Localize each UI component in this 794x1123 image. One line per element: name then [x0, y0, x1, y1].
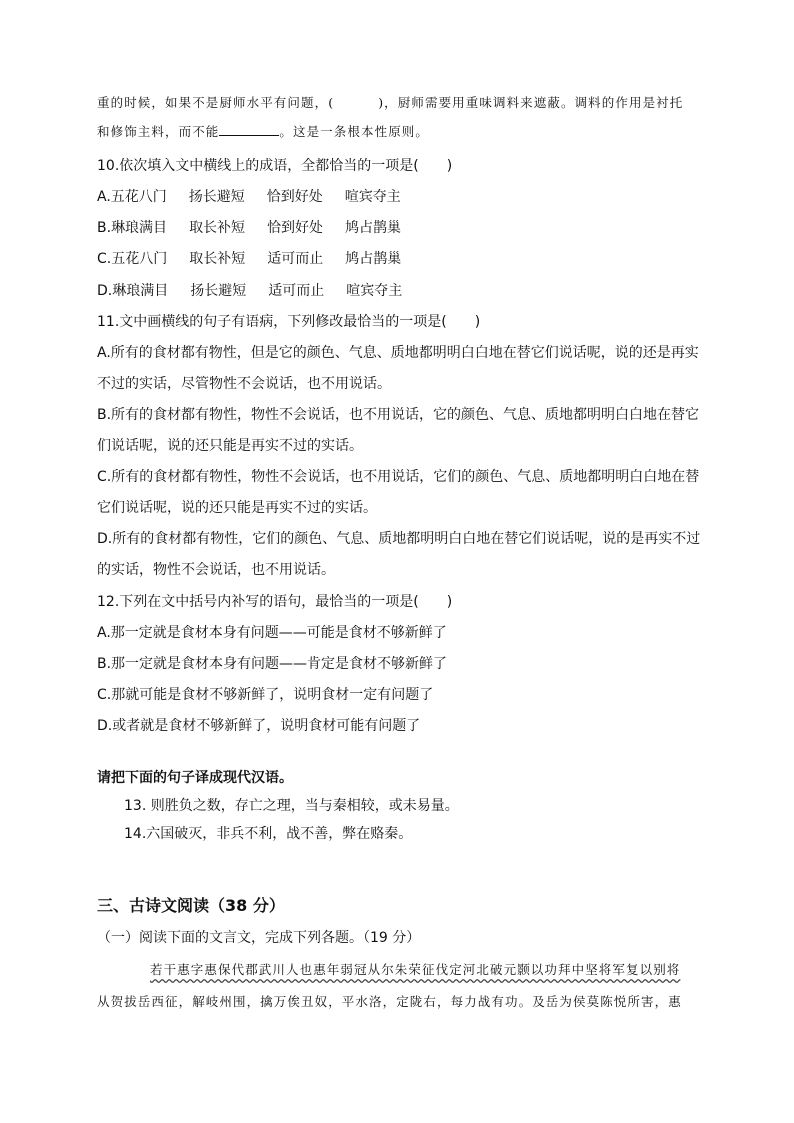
- option-item: 五花八门: [111, 251, 168, 267]
- q11-option-c-line2: 它们说话呢，说的还只能是再实不过的实话。: [97, 500, 377, 516]
- question-13: 13. 则胜负之数，存亡之理，当与秦相较，或未易量。: [124, 798, 459, 814]
- q12-option-b: B.那一定就是食材本身有问题——肯定是食材不够新鲜了: [97, 656, 448, 672]
- q11-option-b-line1: B.所有的食材都有物性，物性不会说话，也不用说话，它的颜色、气息、质地都明明白白地在替它: [97, 407, 700, 423]
- option-item: 取长补短: [189, 220, 246, 236]
- option-letter: B.: [97, 220, 112, 236]
- option-item: 琳琅满目: [111, 220, 168, 236]
- option-item: 恰到好处: [267, 220, 324, 236]
- question-10-stem: 10.依次填入文中横线上的成语，全都恰当的一项是( ): [97, 158, 453, 174]
- option-letter: A.: [97, 189, 111, 205]
- classical-text-line-2: [97, 992, 682, 1012]
- option-letter: D.: [97, 283, 113, 299]
- option-item: 鸠占鹊巢: [345, 251, 402, 267]
- option-item: 恰到好处: [266, 189, 323, 205]
- q11-option-d-line1: D.所有的食材都有物性，它们的颜色、气息、质地都明明白白地在替它们说话呢，说的是再实不过: [97, 531, 701, 547]
- option-letter: C.: [97, 251, 112, 267]
- section-3-title: 三、古诗文阅读（38 分）: [97, 896, 285, 915]
- option-item: 五花八门: [110, 189, 167, 205]
- passage-line-1: [97, 93, 683, 113]
- q11-option-c-line1: C.所有的食材都有物性，物性不会说话，也不用说话，它们的颜色、气息、质地都明明白白地在替: [97, 469, 700, 485]
- question-11-stem: 11.文中画横线的句子有语病，下列修改最恰当的一项是( ): [97, 314, 481, 330]
- classical-text-line-1: [150, 960, 680, 980]
- section-3-subtitle: （一）阅读下面的文言文，完成下列各题。（19 分）: [97, 930, 421, 946]
- q11-option-a-line2: 不过的实话，尽管物性不会说话，也不用说话。: [97, 376, 391, 392]
- question-14: 14.六国破灭，非兵不利，战不善，弊在赂秦。: [124, 826, 413, 842]
- passage-text: 重的时候，如果不是厨师水平有问题，(: [97, 95, 335, 110]
- classical-text: 从贺拔岳西征，解岐州围，擒万俟丑奴，平水洛，定陇右，每力战有功。及岳为侯莫陈悦所害，惠: [97, 994, 682, 1009]
- q10-option-c: [97, 249, 401, 269]
- translation-instruction: 请把下面的句子译成现代汉语。: [97, 770, 293, 786]
- passage-text: 和修饰主料，而不能: [97, 124, 220, 139]
- q10-option-b: [97, 218, 401, 238]
- question-12-stem: 12.下列在文中括号内补写的语句，最恰当的一项是( ): [97, 594, 453, 610]
- q11-option-b-line2: 们说话呢，说的还只能是再实不过的实话。: [97, 438, 363, 454]
- q11-option-d-line2: 的实话，物性不会说话，也不用说话。: [97, 562, 335, 578]
- option-item: 扬长避短: [188, 189, 245, 205]
- q12-option-a: A.那一定就是食材本身有问题——可能是食材不够新鲜了: [97, 625, 447, 641]
- option-item: 喧宾夺主: [346, 283, 403, 299]
- q10-option-d: [97, 281, 402, 301]
- passage-text: )，厨师需要用重味调料来遮蔽。调料的作用是衬托: [378, 95, 684, 110]
- option-item: 扬长避短: [190, 283, 247, 299]
- option-item: 喧宾夺主: [344, 189, 401, 205]
- classical-text: 若干惠字惠保代郡武川人也惠年弱冠从尔朱荣征伐定河北破元颢以功拜中坚将军复以别将: [150, 962, 681, 977]
- q12-option-c: C.那就可能是食材不够新鲜了，说明食材一定有问题了: [97, 687, 434, 703]
- q12-option-d: D.或者就是食材不够新鲜了，说明食材可能有问题了: [97, 718, 421, 734]
- option-item: 适可而止: [267, 251, 324, 267]
- passage-line-2: [97, 121, 429, 142]
- passage-text: 。这是一条根本性原则。: [279, 124, 430, 139]
- option-item: 适可而止: [268, 283, 325, 299]
- fill-blank: [219, 121, 279, 136]
- option-item: 琳琅满目: [112, 283, 169, 299]
- q11-option-a-line1: A.所有的食材都有物性，但是它的颜色、气息、质地都明明白白地在替它们说话呢，说的还是再实: [97, 345, 699, 361]
- option-item: 鸠占鹊巢: [345, 220, 402, 236]
- option-item: 取长补短: [189, 251, 246, 267]
- q10-option-a: [97, 187, 401, 207]
